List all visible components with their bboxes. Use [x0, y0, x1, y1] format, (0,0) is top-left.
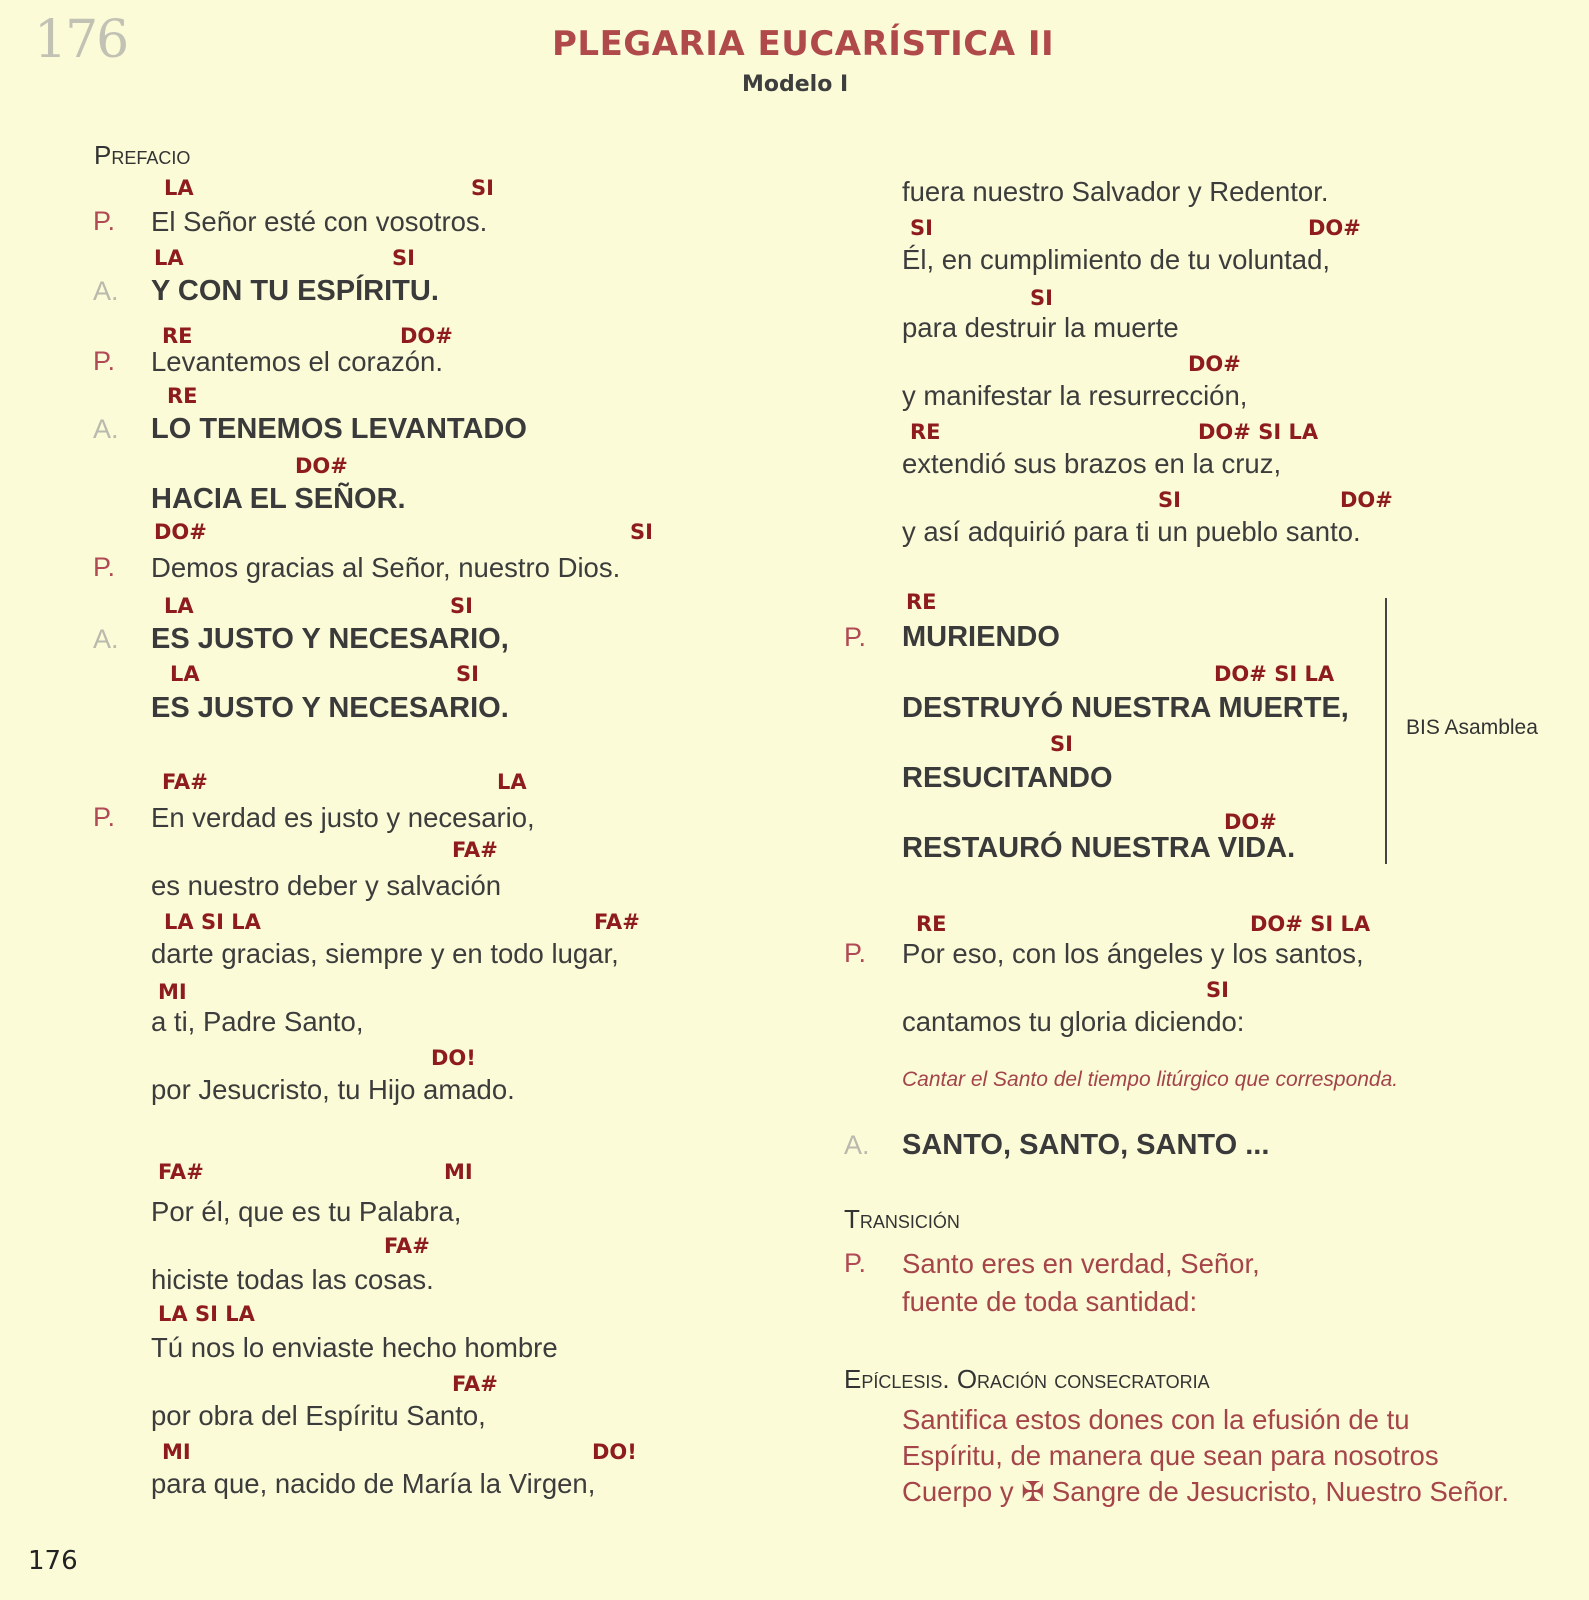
section-prefacio: Prefacio — [94, 140, 191, 170]
speaker-marker: P. — [93, 802, 116, 832]
speaker-marker: P. — [93, 206, 116, 236]
lyric-line: DESTRUYÓ NUESTRA MUERTE, — [902, 692, 1349, 724]
chord: DO# — [400, 324, 453, 348]
chord: MI — [444, 1160, 473, 1184]
lyric-line: SANTO, SANTO, SANTO ... — [902, 1129, 1270, 1161]
chord: RE — [910, 420, 941, 444]
lyric-line: ES JUSTO Y NECESARIO, — [151, 623, 509, 655]
lyric-line: LO TENEMOS LEVANTADO — [151, 413, 527, 445]
speaker-marker: P. — [844, 622, 867, 652]
chord: FA# — [594, 910, 640, 934]
chord: LA — [497, 770, 527, 794]
chord: SI — [630, 520, 653, 544]
lyric-line: y manifestar la resurrección, — [902, 380, 1248, 411]
lyric-line: Por él, que es tu Palabra, — [151, 1196, 462, 1227]
lyric-line: por obra del Espíritu Santo, — [151, 1400, 486, 1431]
chord: SI — [392, 246, 415, 270]
chord: SI — [471, 176, 494, 200]
lyric-line: por Jesucristo, tu Hijo amado. — [151, 1074, 515, 1105]
chord: DO! — [592, 1440, 637, 1464]
lyric-line: es nuestro deber y salvación — [151, 870, 502, 901]
lyric-line: cantamos tu gloria diciendo: — [902, 1006, 1245, 1037]
prayer-line: Santo eres en verdad, Señor, — [902, 1248, 1260, 1279]
lyric-line: Levantemos el corazón. — [151, 346, 443, 377]
page-number-top: 176 — [34, 10, 128, 70]
prayer-line: fuente de toda santidad: — [902, 1286, 1198, 1317]
chord: FA# — [452, 1372, 498, 1396]
prayer-line: Espíritu, de manera que sean para nosotros — [902, 1440, 1439, 1471]
lyric-line: El Señor esté con vosotros. — [151, 206, 488, 237]
page-number-bottom: 176 — [28, 1546, 78, 1576]
chord: LA SI LA — [164, 910, 261, 934]
chord: DO# SI LA — [1214, 662, 1335, 686]
speaker-marker: P. — [93, 552, 116, 582]
chord: RE — [916, 912, 947, 936]
chord: SI — [1050, 732, 1073, 756]
chord: DO# — [1188, 352, 1241, 376]
chord: DO# SI LA — [1198, 420, 1319, 444]
speaker-marker: P. — [93, 346, 116, 376]
lyric-line: a ti, Padre Santo, — [151, 1006, 364, 1037]
speaker-marker: P. — [844, 938, 867, 968]
prayer-line: Cuerpo y ✠ Sangre de Jesucristo, Nuestro Señor. — [902, 1476, 1509, 1507]
lyric-line: En verdad es justo y necesario, — [151, 802, 535, 833]
speaker-marker: P. — [844, 1248, 867, 1278]
chord: FA# — [384, 1234, 430, 1258]
chord: MI — [162, 1440, 191, 1464]
lyric-line: Y CON TU ESPÍRITU. — [151, 275, 439, 307]
lyric-line: fuera nuestro Salvador y Redentor. — [902, 176, 1329, 207]
lyric-line: Por eso, con los ángeles y los santos, — [902, 938, 1364, 969]
chord: SI — [1206, 978, 1229, 1002]
chord: LA — [164, 176, 194, 200]
bis-label: BIS Asamblea — [1406, 716, 1538, 739]
section-epiclesis: Epíclesis. Oración consecratoria — [844, 1364, 1210, 1394]
chord: LA SI LA — [158, 1302, 255, 1326]
lyric-line: y así adquirió para ti un pueblo santo. — [902, 516, 1361, 547]
chord: SI — [1158, 488, 1181, 512]
lyric-line: extendió sus brazos en la cruz, — [902, 448, 1282, 479]
lyric-line: RESUCITANDO — [902, 762, 1113, 794]
chord: SI — [910, 216, 933, 240]
chord: FA# — [452, 838, 498, 862]
chord: LA — [170, 662, 200, 686]
lyric-line: RESTAURÓ NUESTRA VIDA. — [902, 832, 1296, 864]
page-title: PLEGARIA EUCARÍSTICA II — [552, 24, 1055, 64]
prayer-line: Santifica estos dones con la efusión de tu — [902, 1404, 1410, 1435]
lyric-line: Demos gracias al Señor, nuestro Dios. — [151, 552, 621, 583]
chord: RE — [906, 590, 937, 614]
lyric-line: Tú nos lo enviaste hecho hombre — [151, 1332, 558, 1363]
chord: LA — [154, 246, 184, 270]
lyric-line: para que, nacido de María la Virgen, — [151, 1468, 596, 1499]
chord: DO# — [295, 454, 348, 478]
chord: FA# — [162, 770, 208, 794]
chord: SI — [456, 662, 479, 686]
assembly-marker: A. — [844, 1130, 870, 1160]
lyric-line: ES JUSTO Y NECESARIO. — [151, 692, 509, 724]
chord: DO# — [154, 520, 207, 544]
assembly-marker: A. — [93, 624, 119, 654]
section-transicion: Transición — [844, 1204, 960, 1234]
chord: SI — [450, 594, 473, 618]
chord: LA — [164, 594, 194, 618]
chord: DO! — [431, 1046, 476, 1070]
chord: DO# — [1224, 810, 1277, 834]
assembly-marker: A. — [93, 276, 119, 306]
chord: DO# — [1308, 216, 1361, 240]
chord: SI — [1030, 286, 1053, 310]
rubric-note: Cantar el Santo del tiempo litúrgico que corresponda. — [902, 1068, 1399, 1091]
chord: DO# SI LA — [1250, 912, 1371, 936]
chord: MI — [158, 980, 187, 1004]
chord: RE — [162, 324, 193, 348]
page-subtitle: Modelo I — [742, 72, 849, 97]
lyric-line: para destruir la muerte — [902, 312, 1179, 343]
chord: FA# — [158, 1160, 204, 1184]
lyric-line: darte gracias, siempre y en todo lugar, — [151, 938, 619, 969]
lyric-line: HACIA EL SEÑOR. — [151, 483, 406, 515]
lyric-line: MURIENDO — [902, 621, 1060, 653]
bis-bracket-line — [1385, 598, 1387, 864]
lyric-line: hiciste todas las cosas. — [151, 1264, 434, 1295]
chord: DO# — [1340, 488, 1393, 512]
lyric-line: Él, en cumplimiento de tu voluntad, — [902, 244, 1331, 275]
chord: RE — [167, 384, 198, 408]
assembly-marker: A. — [93, 414, 119, 444]
